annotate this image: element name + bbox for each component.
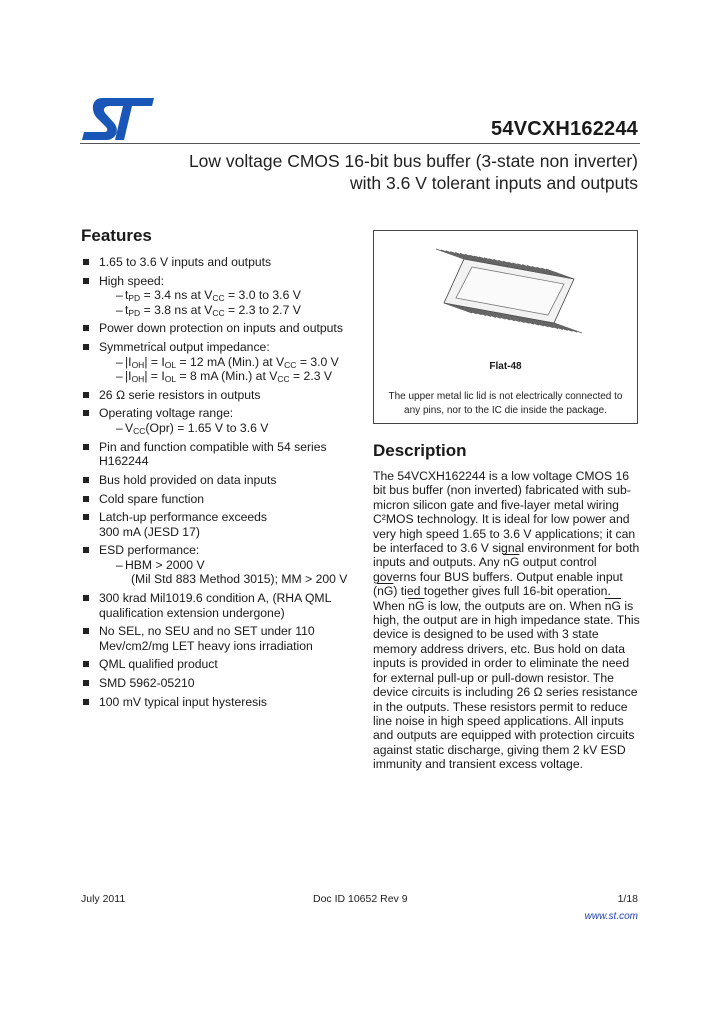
ng-signal: $\overline{nG}$ [604, 598, 621, 613]
ng-signal: $\overline{nG}$ [503, 555, 520, 570]
feature-item: QML qualified product [81, 657, 356, 672]
feature-item: High speed: – $t_{PD} = 3.4$ ns at $V_{CC} = 3.0$ to 3.6 V – $t_{PD} = 3.8$ ns at $V_{CC} = 2.3$ to 2.7 V [81, 274, 356, 318]
bullet [83, 661, 89, 667]
ng-signal: $\overline{nG}$ [377, 584, 394, 599]
bullet [83, 344, 89, 350]
document-subtitle [78, 150, 638, 194]
bullet [83, 514, 89, 520]
features-list [81, 255, 356, 714]
bullet [83, 325, 89, 331]
feature-item: Power down protection on inputs and outputs [81, 321, 356, 336]
bullet [83, 259, 89, 265]
bullet [83, 410, 89, 416]
ng-signal: $\overline{nG}$ [408, 598, 425, 613]
feature-item: Symmetrical output impedance: – $|I_{OH}| = I_{OL} = 12$ mA (Min.) at $V_{CC} = 3.0$ V – $|I_{OH}| = I_{OL} = 8$ mA (Min.) at $V_{CC} = 2.3$ V [81, 340, 356, 384]
features-heading: Features [81, 226, 152, 245]
feature-subitem: – $|I_{OH}| = I_{OL} = 8$ mA (Min.) at $V_{CC} = 2.3$ V [116, 369, 333, 385]
footer-page-number: 1/18 [617, 893, 638, 905]
bullet [83, 477, 89, 483]
part-number: 54VCXH162244 [491, 118, 638, 140]
feature-subitem: – $t_{PD} = 3.4$ ns at $V_{CC} = 3.0$ to 3.6 V [116, 288, 301, 304]
feature-item: Cold spare function [81, 492, 356, 507]
bullet [83, 680, 89, 686]
feature-subitem: – $|I_{OH}| = I_{OL} = 12$ mA (Min.) at $V_{CC} = 3.0$ V [116, 354, 339, 370]
subtitle-line-2: with 3.6 V tolerant inputs and outputs [350, 173, 638, 193]
footer-doc-id: Doc ID 10652 Rev 9 [313, 893, 408, 905]
bullet [83, 595, 89, 601]
feature-subitem: – $t_{PD} = 3.8$ ns at $V_{CC} = 2.3$ to 2.7 V [116, 302, 301, 318]
feature-subitem: – HBM > 2000 V [116, 557, 205, 572]
bullet [83, 547, 89, 553]
subtitle-line-1: Low voltage CMOS 16-bit bus buffer (3-state non inverter) [188, 151, 638, 171]
bullet [83, 392, 89, 398]
description-heading: Description [373, 441, 467, 460]
figure-caption: Flat-48 [489, 361, 522, 372]
bullet [83, 496, 89, 502]
feature-item: Operating voltage range: – $V_{CC}(Opr) = 1.65$ V to 3.6 V [81, 406, 356, 435]
feature-subitem: – $V_{CC}(Opr) = 1.65$ V to 3.6 V [116, 420, 269, 436]
bullet [83, 444, 89, 450]
bullet [83, 628, 89, 634]
description-text: The 54VCXH162244 is a low voltage CMOS 16 bit bus buffer (non inverted) fabricated with sub-micron silicon gate and five-layer metal wiring C²MOS technology. It is ideal for low power and very high speed 1.65 to 3.6 V applications; it can be interfaced to 3.6 V signal environment for both inputs and outputs. Any $\overline{nG}$ output control governs four BUS buffers. Output enable input $(\overline{nG})$ tied together gives full 16-bit operation. When $\overline{nG}$ is low, the outputs are on. When $\overline{nG}$ is high, the output are in high impedance state. This device is designed to be used with 3 state memory address drivers, etc. Bus hold on data inputs is provided in order to eliminate the need for external pull-up or pull-down resistor. The device circuits is including 26 Ω series resistance in the outputs. These resistors permit to reduce line noise in high speed applications. All inputs and outputs are equipped with protection circuits against static discharge, giving them 2 kV ESD immunity and transient excess voltage. [373, 469, 640, 772]
feature-item: Pin and function compatible with 54 series H162244 [81, 440, 356, 469]
st-logo-shape [82, 98, 154, 140]
feature-subitem: (Mil Std 883 Method 3015); MM > 200 V [131, 572, 348, 587]
package-figure [373, 230, 638, 424]
feature-item: ESD performance: – HBM > 2000 V (Mil Std 883 Method 3015); MM > 200 V [81, 543, 356, 587]
feature-item: SMD 5962-05210 [81, 676, 356, 691]
feature-item: 100 mV typical input hysteresis [81, 695, 356, 710]
feature-item: No SEL, no SEU and no SET under 110 Mev/cm2/mg LET heavy ions irradiation [81, 624, 356, 653]
st-logo [80, 96, 156, 142]
figure-note: The upper metal lic lid is not electrically connected to any pins, nor to the IC die inside the package. [388, 391, 623, 416]
header-rule [80, 143, 640, 144]
feature-item: Latch-up performance exceeds 300 mA (JESD 17) [81, 510, 356, 539]
bullet [83, 278, 89, 284]
bullet [83, 699, 89, 705]
feature-item: 1.65 to 3.6 V inputs and outputs [81, 255, 356, 270]
flat-48-package-image [404, 241, 609, 341]
footer-date: July 2011 [81, 893, 126, 905]
feature-item: 26 Ω serie resistors in outputs [81, 388, 356, 403]
footer-url-link[interactable]: www.st.com [584, 911, 638, 922]
feature-item: 300 krad Mil1019.6 condition A, (RHA QML qualification extension undergone) [81, 591, 356, 620]
feature-item: Bus hold provided on data inputs [81, 473, 356, 488]
